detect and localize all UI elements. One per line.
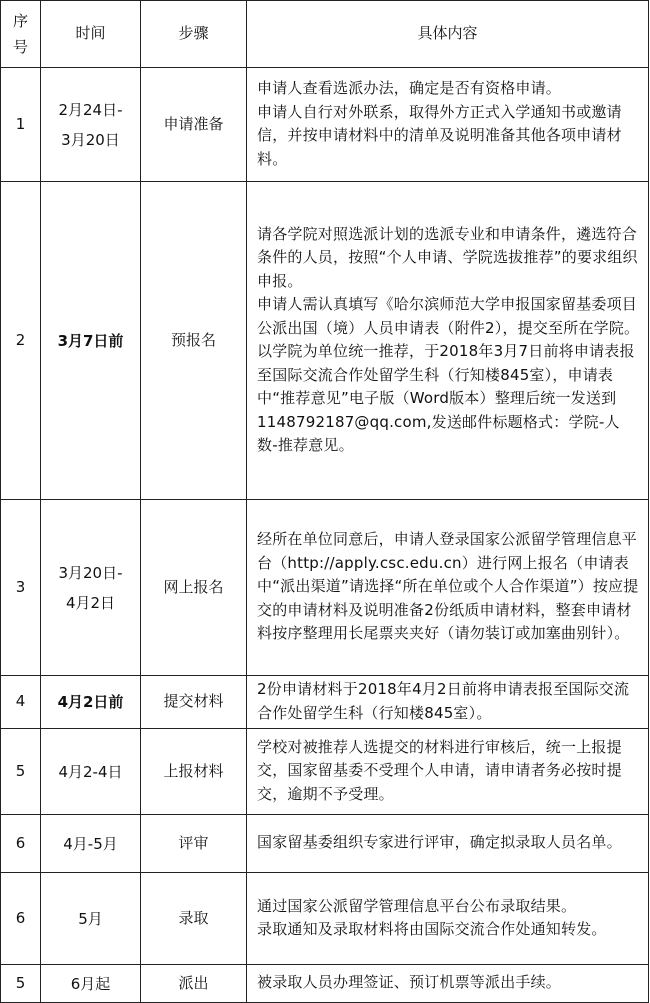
row-content	[247, 500, 649, 676]
row-index: 5	[1, 965, 41, 1003]
table-row	[1, 68, 649, 182]
table-row	[1, 729, 649, 815]
header-step: 步骤	[141, 1, 247, 68]
row-content	[247, 729, 649, 815]
table-row	[1, 500, 649, 676]
row-time-line: 2月24日-	[58, 100, 123, 119]
row-step: 预报名	[141, 182, 247, 500]
row-content	[247, 676, 649, 729]
header-content: 具体内容	[247, 1, 649, 68]
table-row	[1, 676, 649, 729]
content-paragraph: 以学院为单位统一推荐，于2018年3月7日前将申请表报至国际交流合作处留学生科（行知楼845室），申请表中“推荐意见”电子版（Word版本）整理后统一发送到1148792187@qq.com,发送邮件标题格式：学院-人数-推荐意见。	[257, 342, 635, 454]
row-time-line: 5月	[78, 909, 103, 928]
content-paragraph: 学校对被推荐人选提交的材料进行审核后，统一上报提交，国家留基委不受理个人申请，请申请者务必按时提交，逾期不予受理。	[257, 737, 622, 803]
header-time: 时间	[41, 1, 141, 68]
row-step: 网上报名	[141, 500, 247, 676]
row-index: 4	[1, 676, 41, 729]
content-paragraph: 申请人查看选派办法，确定是否有资格申请。	[257, 79, 562, 97]
row-index: 2	[1, 182, 41, 500]
header-index-label: 序号	[12, 12, 28, 56]
row-index: 6	[1, 815, 41, 873]
row-step: 上报材料	[141, 729, 247, 815]
row-index: 5	[1, 729, 41, 815]
row-content	[247, 68, 649, 182]
row-time	[41, 182, 141, 500]
content-paragraph: 请各学院对照选派计划的选派专业和申请条件，遴选符合条件的人员，按照“个人申请、学院选拔推荐”的要求组织申报。	[257, 224, 638, 290]
content-paragraph: 申请人自行对外联系，取得外方正式入学通知书或邀请信，并按申请材料中的清单及说明准备其他各项申请材料。	[257, 102, 622, 168]
row-time-line: 4月2日前	[57, 693, 124, 711]
row-step: 派出	[141, 965, 247, 1003]
row-content	[247, 873, 649, 965]
row-time-line: 4月-5月	[63, 834, 118, 853]
row-time-line: 6月起	[70, 974, 111, 993]
table-header-row	[1, 1, 649, 68]
row-step: 评审	[141, 815, 247, 873]
row-time-line: 3月20日-	[58, 563, 123, 582]
row-content	[247, 815, 649, 873]
row-time-line: 4月2-4日	[58, 762, 123, 781]
content-paragraph: 国家留基委组织专家进行评审，确定拟录取人员名单。	[257, 833, 622, 852]
table-row	[1, 182, 649, 500]
row-index: 1	[1, 68, 41, 182]
row-step: 录取	[141, 873, 247, 965]
row-index: 6	[1, 873, 41, 965]
row-time	[41, 676, 141, 729]
row-time	[41, 68, 141, 182]
row-index: 3	[1, 500, 41, 676]
row-time	[41, 873, 141, 965]
row-step: 提交材料	[141, 676, 247, 729]
table-row	[1, 873, 649, 965]
row-time	[41, 965, 141, 1003]
row-time	[41, 729, 141, 815]
row-time	[41, 500, 141, 676]
content-paragraph: 通过国家公派留学管理信息平台公布录取结果。	[257, 896, 577, 915]
header-index	[1, 1, 41, 68]
table-row	[1, 965, 649, 1003]
row-time-line: 3月7日前	[57, 331, 124, 350]
row-time	[41, 815, 141, 873]
content-paragraph: 录取通知及录取材料将由国际交流合作处通知转发。	[257, 920, 607, 938]
content-paragraph: 经所在单位同意后，申请人登录国家公派留学管理信息平台（http://apply.csc.edu.cn）进行网上报名（申请表中“派出渠道”请选择“所在单位或个人合作渠道”）按应提交的申请材料及说明准备2份纸质申请材料，整套申请材料按序整理用长尾票夹夹好（请勿装订或加塞曲别针）。	[257, 530, 639, 643]
content-paragraph: 被录取人员办理签证、预订机票等派出手续。	[257, 973, 562, 992]
content-paragraph: 申请人需认真填写《哈尔滨师范大学申报国家留基委项目公派出国（境）人员申请表（附件2），提交至所在学院。	[257, 295, 640, 337]
row-step: 申请准备	[141, 68, 247, 182]
content-paragraph: 2份申请材料于2018年4月2日前将申请表报至国际交流合作处留学生科（行知楼845室）。	[257, 680, 630, 722]
row-content	[247, 965, 649, 1003]
row-time-line: 3月20日	[61, 130, 120, 149]
row-content	[247, 182, 649, 500]
row-time-line: 4月2日	[65, 593, 116, 612]
table-row	[1, 815, 649, 873]
